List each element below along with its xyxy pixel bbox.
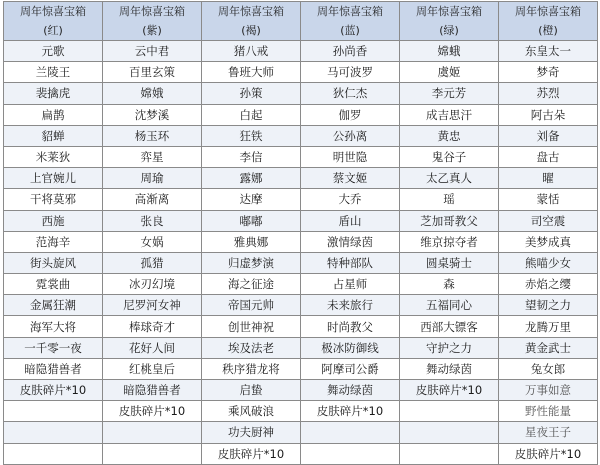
table-cell: 阿古朵 bbox=[499, 104, 598, 125]
table-cell: 街头旋风 bbox=[4, 252, 103, 273]
table-cell: 太乙真人 bbox=[400, 168, 499, 189]
table-cell: 沈梦溪 bbox=[103, 104, 202, 125]
table-cell bbox=[301, 422, 400, 443]
table-body bbox=[4, 41, 598, 465]
table-cell bbox=[4, 443, 103, 464]
header-cell-brown: 周年惊喜宝箱 (褐) bbox=[202, 2, 301, 41]
table-row bbox=[4, 41, 598, 62]
table-cell: 秩序猎龙将 bbox=[202, 358, 301, 379]
table-row bbox=[4, 189, 598, 210]
table-cell: 上官婉儿 bbox=[4, 168, 103, 189]
table-cell: 五福同心 bbox=[400, 295, 499, 316]
header-cell-orange: 周年惊喜宝箱 (橙) bbox=[499, 2, 598, 41]
table-cell: 霓裳曲 bbox=[4, 274, 103, 295]
table-cell: 舞动绿茵 bbox=[400, 358, 499, 379]
table-cell bbox=[400, 443, 499, 464]
table-cell: 狂铁 bbox=[202, 125, 301, 146]
table-cell: 云中君 bbox=[103, 41, 202, 62]
table-cell: 梦奇 bbox=[499, 62, 598, 83]
table-row bbox=[4, 146, 598, 167]
table-cell: 米莱狄 bbox=[4, 146, 103, 167]
table-cell: 圆桌骑士 bbox=[400, 252, 499, 273]
header-cell-green: 周年惊喜宝箱 (绿) bbox=[400, 2, 499, 41]
table-cell: 皮肤碎片*10 bbox=[4, 380, 103, 401]
table-cell: 孙策 bbox=[202, 83, 301, 104]
table-cell: 虞姬 bbox=[400, 62, 499, 83]
table-cell: 周瑜 bbox=[103, 168, 202, 189]
table-cell: 达摩 bbox=[202, 189, 301, 210]
table-cell: 尼罗河女神 bbox=[103, 295, 202, 316]
table-cell: 埃及法老 bbox=[202, 337, 301, 358]
table-cell: 乘风破浪 bbox=[202, 401, 301, 422]
table-cell: 未来旅行 bbox=[301, 295, 400, 316]
table-row bbox=[4, 274, 598, 295]
table-cell: 伽罗 bbox=[301, 104, 400, 125]
table-row bbox=[4, 104, 598, 125]
table-cell bbox=[103, 443, 202, 464]
table-cell: 暗隐猎兽者 bbox=[103, 380, 202, 401]
table-cell: 皮肤碎片*10 bbox=[301, 401, 400, 422]
table-cell: 创世神祝 bbox=[202, 316, 301, 337]
table-row bbox=[4, 125, 598, 146]
table-cell: 功夫厨神 bbox=[202, 422, 301, 443]
table-row bbox=[4, 316, 598, 337]
table-cell: 归虚梦演 bbox=[202, 252, 301, 273]
table-cell: 曜 bbox=[499, 168, 598, 189]
table-cell: 女娲 bbox=[103, 231, 202, 252]
table-cell: 海之征途 bbox=[202, 274, 301, 295]
table-cell: 兔女郎 bbox=[499, 358, 598, 379]
table-cell: 雅典娜 bbox=[202, 231, 301, 252]
table-cell: 干将莫邪 bbox=[4, 189, 103, 210]
table-cell: 鬼谷子 bbox=[400, 146, 499, 167]
table-cell: 金属狂潮 bbox=[4, 295, 103, 316]
table-cell: 刘备 bbox=[499, 125, 598, 146]
table-cell: 占星师 bbox=[301, 274, 400, 295]
table-cell: 盘古 bbox=[499, 146, 598, 167]
table-cell: 司空震 bbox=[499, 210, 598, 231]
table-cell: 皮肤碎片*10 bbox=[202, 443, 301, 464]
table-cell: 弈星 bbox=[103, 146, 202, 167]
table-cell: 特种部队 bbox=[301, 252, 400, 273]
table-cell: 红桃皇后 bbox=[103, 358, 202, 379]
table-row bbox=[4, 295, 598, 316]
table-row bbox=[4, 380, 598, 401]
table-cell: 白起 bbox=[202, 104, 301, 125]
table-cell: 嘟嘟 bbox=[202, 210, 301, 231]
table-cell: 公孙离 bbox=[301, 125, 400, 146]
table-cell bbox=[400, 422, 499, 443]
table-cell: 皮肤碎片*10 bbox=[499, 443, 598, 464]
table-row bbox=[4, 358, 598, 379]
table-cell: 高渐离 bbox=[103, 189, 202, 210]
table-cell: 万事如意 bbox=[499, 380, 598, 401]
table-cell: 露娜 bbox=[202, 168, 301, 189]
table-cell: 马可波罗 bbox=[301, 62, 400, 83]
table-cell: 嫦蛾 bbox=[400, 41, 499, 62]
table-cell: 西施 bbox=[4, 210, 103, 231]
table-cell: 李信 bbox=[202, 146, 301, 167]
header-cell-blue: 周年惊喜宝箱 (蓝) bbox=[301, 2, 400, 41]
table-cell: 元歌 bbox=[4, 41, 103, 62]
table-cell: 扁鹊 bbox=[4, 104, 103, 125]
table-cell: 蔡文姬 bbox=[301, 168, 400, 189]
table-row bbox=[4, 443, 598, 464]
table-cell: 嫦娥 bbox=[103, 83, 202, 104]
table-cell: 一千零一夜 bbox=[4, 337, 103, 358]
header-cell-red: 周年惊喜宝箱 (红) bbox=[4, 2, 103, 41]
table-row bbox=[4, 231, 598, 252]
table-row bbox=[4, 62, 598, 83]
table-cell: 启蛰 bbox=[202, 380, 301, 401]
table-row bbox=[4, 210, 598, 231]
table-cell: 瑶 bbox=[400, 189, 499, 210]
table-cell: 裴擒虎 bbox=[4, 83, 103, 104]
table-row bbox=[4, 422, 598, 443]
table-cell: 西部大镖客 bbox=[400, 316, 499, 337]
table-row bbox=[4, 83, 598, 104]
header-row bbox=[4, 2, 598, 41]
table-cell: 蒙恬 bbox=[499, 189, 598, 210]
skin-chest-table bbox=[3, 1, 598, 465]
table-cell: 棒球奇才 bbox=[103, 316, 202, 337]
table-cell: 龙腾万里 bbox=[499, 316, 598, 337]
table-cell: 海军大将 bbox=[4, 316, 103, 337]
table-cell: 维京掠夺者 bbox=[400, 231, 499, 252]
table-cell: 冰刃幻境 bbox=[103, 274, 202, 295]
table-cell: 猪八戒 bbox=[202, 41, 301, 62]
table-cell: 守护之力 bbox=[400, 337, 499, 358]
table-cell: 明世隐 bbox=[301, 146, 400, 167]
table-cell: 东皇太一 bbox=[499, 41, 598, 62]
table-cell: 苏烈 bbox=[499, 83, 598, 104]
table-cell: 芝加哥教父 bbox=[400, 210, 499, 231]
table-cell: 张良 bbox=[103, 210, 202, 231]
table-cell: 森 bbox=[400, 274, 499, 295]
table-cell bbox=[103, 422, 202, 443]
table-cell: 狄仁杰 bbox=[301, 83, 400, 104]
table-cell: 鲁班大师 bbox=[202, 62, 301, 83]
table-cell: 大乔 bbox=[301, 189, 400, 210]
table-cell: 成吉思汗 bbox=[400, 104, 499, 125]
table-cell: 美梦成真 bbox=[499, 231, 598, 252]
table-cell: 盾山 bbox=[301, 210, 400, 231]
table-cell: 孤猎 bbox=[103, 252, 202, 273]
table-cell: 皮肤碎片*10 bbox=[400, 380, 499, 401]
table-cell: 极冰防御线 bbox=[301, 337, 400, 358]
table-cell: 熊喵少女 bbox=[499, 252, 598, 273]
table-cell: 星夜王子 bbox=[499, 422, 598, 443]
table-cell: 赤焰之缨 bbox=[499, 274, 598, 295]
table-cell: 激情绿茵 bbox=[301, 231, 400, 252]
table-cell: 望韧之力 bbox=[499, 295, 598, 316]
table-cell: 黄忠 bbox=[400, 125, 499, 146]
table-row bbox=[4, 401, 598, 422]
table-cell bbox=[4, 422, 103, 443]
header-cell-purple: 周年惊喜宝箱 (紫) bbox=[103, 2, 202, 41]
table-cell: 花好人间 bbox=[103, 337, 202, 358]
table-cell: 黄金武士 bbox=[499, 337, 598, 358]
table-cell: 暗隐猎兽者 bbox=[4, 358, 103, 379]
table-cell: 帝国元帅 bbox=[202, 295, 301, 316]
table-cell: 孙尚香 bbox=[301, 41, 400, 62]
table-cell: 阿摩司公爵 bbox=[301, 358, 400, 379]
table-cell: 舞动绿茵 bbox=[301, 380, 400, 401]
table-cell: 貂蝉 bbox=[4, 125, 103, 146]
table-row bbox=[4, 168, 598, 189]
table-cell: 时尚教父 bbox=[301, 316, 400, 337]
table-cell bbox=[400, 401, 499, 422]
table-cell: 杨玉环 bbox=[103, 125, 202, 146]
table-cell: 李元芳 bbox=[400, 83, 499, 104]
table-cell: 皮肤碎片*10 bbox=[103, 401, 202, 422]
table-row bbox=[4, 337, 598, 358]
table-cell: 范海辛 bbox=[4, 231, 103, 252]
table-cell: 百里玄策 bbox=[103, 62, 202, 83]
table-row bbox=[4, 252, 598, 273]
table-cell: 野性能量 bbox=[499, 401, 598, 422]
table-cell bbox=[4, 401, 103, 422]
table-cell bbox=[301, 443, 400, 464]
table-cell: 兰陵王 bbox=[4, 62, 103, 83]
